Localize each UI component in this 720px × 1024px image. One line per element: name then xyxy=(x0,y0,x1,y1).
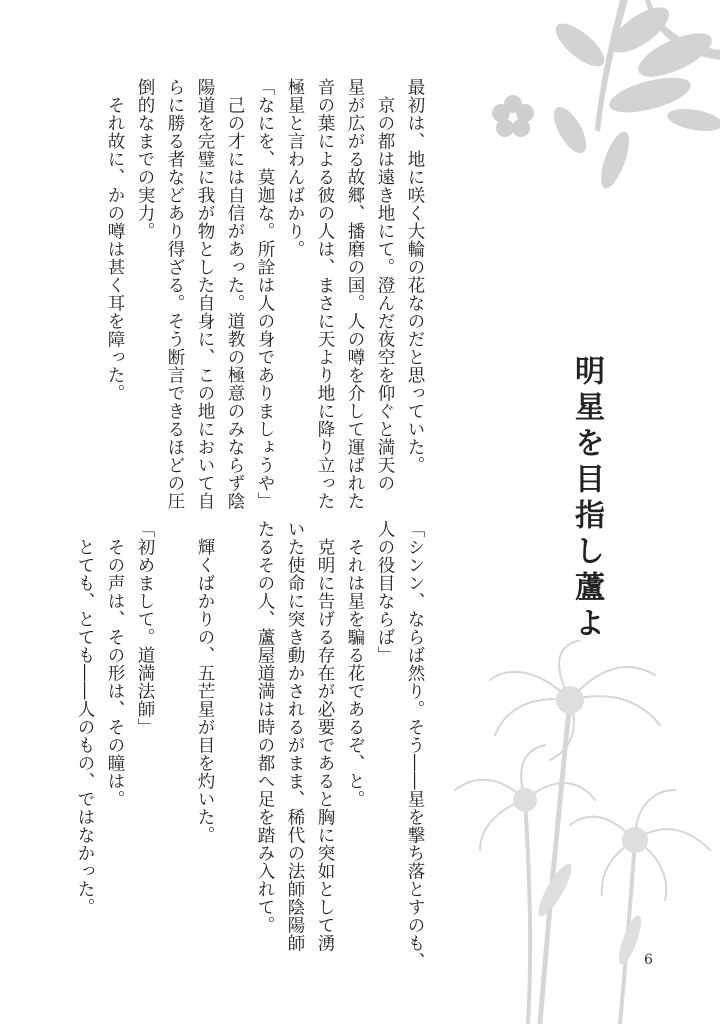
text-line: 倒的なまでの実力。 xyxy=(135,78,155,240)
top-text-block xyxy=(100,78,430,510)
text-line: 「なにを、莫迦な。所詮は人の身でありましょうや」 xyxy=(255,78,275,510)
text-line: とても、とても――人のもの、ではなかった。 xyxy=(75,520,95,916)
text-line: 「初めまして。道満法師」 xyxy=(135,520,155,736)
chapter-title: 明星を目指し蘆よ xyxy=(569,355,604,643)
text-line: らに勝る者などあり得ざる。そう断言できるほどの圧 xyxy=(165,78,185,510)
text-line: それ故に、かの噂は甚く耳を障った。 xyxy=(105,78,125,402)
text-line: 星が広がる故郷、播磨の国。人の噂を介して運ばれた xyxy=(345,78,365,510)
text-line: 最初は、地に咲く大輪の花なのだと思っていた。 xyxy=(405,78,425,474)
small-flower-icon xyxy=(488,92,538,142)
blank-line xyxy=(160,520,190,920)
text-line: 京の都は遠き地にて。澄んだ夜空を仰ぐと満天の xyxy=(375,78,395,492)
text-line: それは星を騙る花であるぞ、と。 xyxy=(345,520,365,808)
bottom-text-block xyxy=(70,520,430,970)
text-line: 極星と言わんばかり。 xyxy=(285,78,305,258)
page-number: 6 xyxy=(644,952,653,968)
blank-line xyxy=(220,520,250,920)
text-line: その声は、その形は、その瞳は。 xyxy=(105,520,125,808)
text-line: 人の役目ならば」 xyxy=(375,520,395,664)
text-line: 音の葉による彼の人は、まさに天より地に降り立った xyxy=(315,78,335,510)
text-line: いた使命に突き動かされるがまま、稀代の法師陰陽師 xyxy=(285,520,305,952)
text-line: 輝くばかりの、五芒星が目を灼いた。 xyxy=(195,520,215,844)
spider-lily-illustration xyxy=(420,640,720,1024)
text-line: 「シンン、ならば然り。そう――星を撃ち落とすのも、 xyxy=(405,520,425,970)
text-line: 克明に告げる存在が必要であると胸に突如として湧 xyxy=(315,520,335,952)
text-line: 己の才には自信があった。道教の極意のみならず陰 xyxy=(225,78,245,510)
text-line: たるその人、蘆屋道満は時の都へ足を踏み入れて。 xyxy=(255,520,275,934)
text-line: 陽道を完璧に我が物とした自身に、この地において自 xyxy=(195,78,215,510)
